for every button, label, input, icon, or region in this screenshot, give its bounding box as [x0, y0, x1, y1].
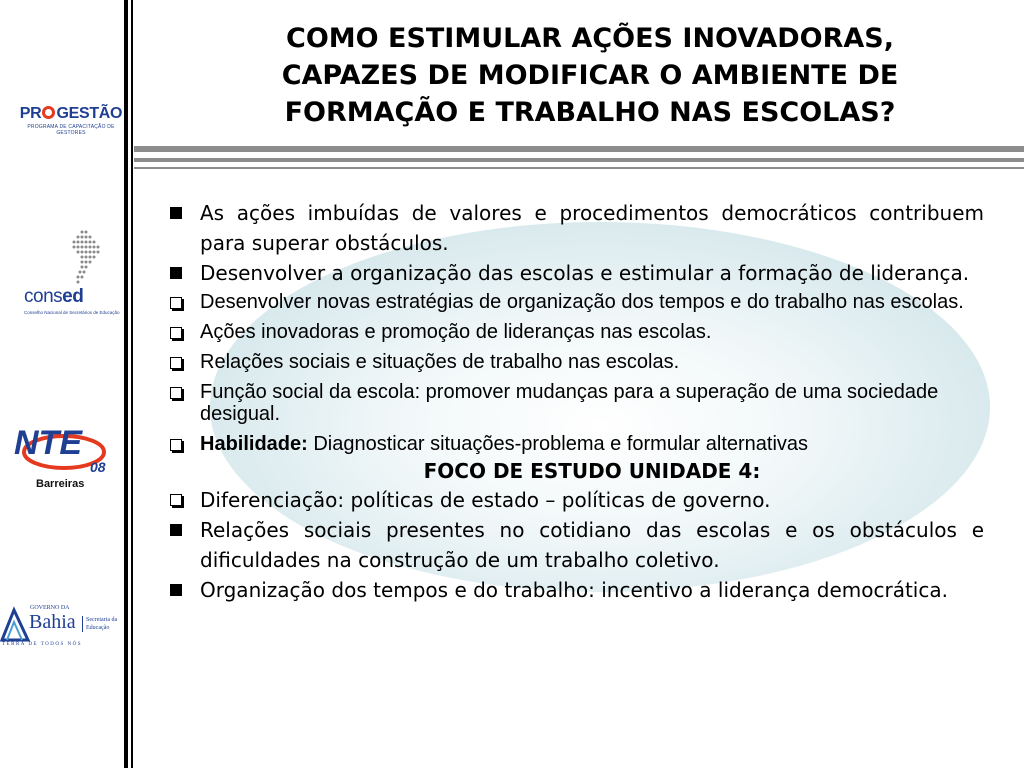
- skill-label: Habilidade:: [200, 433, 308, 455]
- list-item: [170, 515, 984, 575]
- consed-logo: [20, 228, 120, 328]
- checkbox-bullet-icon: [170, 494, 182, 506]
- square-bullet-icon: [170, 524, 182, 536]
- consed-logo-text-right: ed: [62, 286, 84, 307]
- consed-tagline: Conselho Nacional de Secretários de Educação: [24, 310, 120, 315]
- checkbox-bullet-icon: [170, 439, 182, 451]
- nte-name: NTE: [14, 424, 82, 462]
- list-item-text: Relações sociais presentes no cotidiano das escolas e os obstáculos e dificuldades na construção de um trabalho coletivo.: [200, 518, 984, 572]
- bahia-logo: [0, 602, 124, 650]
- list-item-text: Função social da escola: promover mudanças para a superação de uma sociedade desigual.: [200, 381, 939, 425]
- page-title: [150, 20, 1024, 131]
- nte-logo: [8, 418, 120, 498]
- nte-city: Barreiras: [36, 478, 85, 490]
- list-item: [170, 575, 984, 605]
- checkbox-bullet-icon: [170, 297, 182, 309]
- square-bullet-icon: [170, 207, 182, 219]
- list-item-text: As ações imbuídas de valores e procedimentos democráticos contribuem para superar obstáculos.: [200, 201, 984, 255]
- nte-emblem-icon: [8, 418, 120, 480]
- list-item: [170, 291, 984, 313]
- consed-logo-text-left: cons: [24, 286, 63, 307]
- list-item: [170, 198, 984, 258]
- list-item: [170, 485, 984, 515]
- progestao-logo-text-right: GESTÃO: [56, 105, 123, 122]
- bahia-dept-label: Secretaria da Educação: [82, 616, 126, 632]
- list-item-text: Diferenciação: políticas de estado – políticas de governo.: [200, 488, 771, 512]
- list-item: [170, 351, 984, 373]
- focus-heading: FOCO DE ESTUDO UNIDADE 4:: [423, 459, 761, 483]
- nte-number: 08: [90, 459, 106, 475]
- list-item-text: Ações inovadoras e promoção de lideranças nas escolas.: [200, 321, 712, 343]
- bahia-motto: TERRA DE TODOS NÓS: [2, 642, 83, 647]
- list-item-text: Desenvolver a organização das escolas e estimular a formação de liderança.: [200, 261, 970, 285]
- progestao-logo-text-left: PR: [19, 105, 42, 122]
- checkbox-bullet-icon: [170, 387, 182, 399]
- square-bullet-icon: [170, 584, 182, 596]
- title-rule-mid: [134, 158, 1024, 162]
- list-item: [170, 381, 984, 425]
- title-line-3: FORMAÇÃO E TRABALHO NAS ESCOLAS?: [284, 97, 896, 128]
- list-item: [170, 258, 984, 288]
- bahia-emblem-icon: [0, 606, 30, 642]
- title-rule-thin: [134, 167, 1024, 169]
- title-line-1: COMO ESTIMULAR AÇÕES INOVADORAS,: [286, 23, 894, 54]
- title-line-2: CAPAZES DE MODIFICAR O AMBIENTE DE: [281, 60, 899, 91]
- list-item-text: Organização dos tempos e do trabalho: incentivo a liderança democrática.: [200, 578, 948, 602]
- progestao-tagline: PROGRAMA DE CAPACITAÇÃO DE GESTORES: [27, 124, 115, 136]
- progestao-logo: [18, 105, 124, 141]
- sidebar-divider-thin: [131, 0, 133, 768]
- list-item: [170, 321, 984, 343]
- sidebar: [0, 0, 124, 768]
- list-item: [170, 433, 984, 455]
- list-item-text: Desenvolver novas estratégias de organização dos tempos e do trabalho nas escolas.: [200, 291, 964, 313]
- title-rule-thick: [134, 146, 1024, 152]
- bahia-gov-label: GOVERNO DA: [30, 605, 70, 611]
- sidebar-divider-thick: [124, 0, 128, 768]
- checkbox-bullet-icon: [170, 327, 182, 339]
- slide-content: [170, 198, 984, 605]
- list-item-text: Relações sociais e situações de trabalho nas escolas.: [200, 351, 680, 373]
- brazil-map-dots-icon: [20, 228, 120, 288]
- checkbox-bullet-icon: [170, 357, 182, 369]
- bahia-state-label: Bahia: [29, 611, 76, 633]
- square-bullet-icon: [170, 267, 182, 279]
- progestao-o-mark-icon: [42, 106, 55, 119]
- list-item-text: Diagnosticar situações-problema e formular alternativas: [307, 433, 809, 455]
